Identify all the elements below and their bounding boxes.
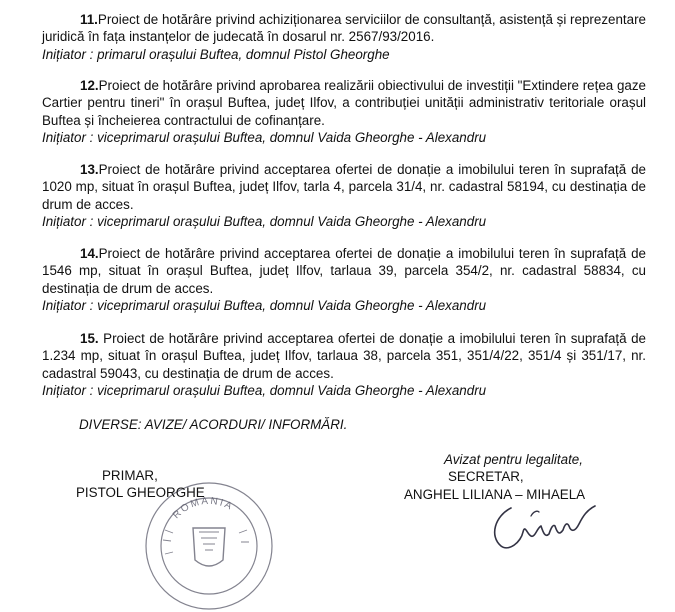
item-text <box>42 330 646 382</box>
mayor-signature-block <box>76 467 246 502</box>
mayor-role: PRIMAR, <box>102 468 158 483</box>
handwritten-signature-icon <box>487 502 599 552</box>
item-text <box>42 11 646 46</box>
item-text <box>42 161 646 213</box>
agenda-item-15 <box>42 330 646 399</box>
secretary-signature-block <box>404 451 624 503</box>
item-body: Proiect de hotărâre privind achiziționarea serviciilor de consultanță, asistență și reprezentare juridică în fața instanțelor de judecată în dosarul nr. 2567/93/2016. <box>42 12 646 45</box>
item-number: 14. <box>80 246 99 261</box>
agenda-item-14 <box>42 245 646 314</box>
item-initiator: Inițiator : viceprimarul orașului Buftea, domnul Vaida Gheorghe - Alexandru <box>42 213 487 229</box>
stamp-text: ROMANIA <box>170 495 236 522</box>
item-initiator: Inițiator : primarul orașului Buftea, domnul Pistol Gheorghe <box>42 46 390 62</box>
item-text <box>42 77 646 129</box>
item-number: 11. <box>80 12 98 27</box>
item-text <box>42 245 646 297</box>
legality-note: Avizat pentru legalitate, <box>444 452 583 467</box>
item-initiator: Inițiator : viceprimarul orașului Buftea, domnul Vaida Gheorghe - Alexandru <box>42 297 487 313</box>
agenda-item-12 <box>42 77 646 146</box>
item-body: Proiect de hotărâre privind acceptarea ofertei de donație a imobilului teren în suprafață de 1546 mp, situat în orașul Buftea, județ Ilfov, tarlaua 39, parcela 354/2, nr. cadastral 58834, cu destinația de drum de acces. <box>42 246 646 296</box>
agenda-item-11 <box>42 11 646 63</box>
item-body: Proiect de hotărâre privind acceptarea ofertei de donație a imobilului teren în suprafață de 1020 mp, situat în orașul Buftea, județ Ilfov, tarla 4, parcela 31/4, nr. cadastral 58194, cu destinația de drum de acces. <box>42 162 646 212</box>
agenda-item-13 <box>42 161 646 230</box>
item-initiator: Inițiator : viceprimarul orașului Buftea, domnul Vaida Gheorghe - Alexandru <box>42 382 487 398</box>
item-body: Proiect de hotărâre privind acceptarea ofertei de donație a imobilului teren în suprafață de 1.234 mp, situat în orașul Buftea, județ Ilfov, tarlaua 38, parcela 351, 351/4/22, 351/4 și 351/17, nr. cadastral 59043, cu destinația de drum de acces. <box>42 331 646 381</box>
item-number: 12. <box>80 78 99 93</box>
item-number: 13. <box>80 162 99 177</box>
item-initiator: Inițiator : viceprimarul orașului Buftea, domnul Vaida Gheorghe - Alexandru <box>42 129 487 145</box>
secretary-name: ANGHEL LILIANA – MIHAELA <box>404 486 586 502</box>
item-body: Proiect de hotărâre privind aprobarea realizării obiectivului de investiții "Extindere rețea gaze Cartier pentru tineri" în orașul Buftea, județ Ilfov, a contribuției unității administrativ teritoriale orașul Buftea și încheierea contractului de cofinanțare. <box>42 78 646 128</box>
diverse-heading: DIVERSE: AVIZE/ ACORDURI/ INFORMĂRI. <box>79 417 348 432</box>
secretary-role: SECRETAR, <box>448 469 524 485</box>
mayor-name: PISTOL GHEORGHE <box>76 485 205 501</box>
item-number: 15. <box>80 331 99 346</box>
